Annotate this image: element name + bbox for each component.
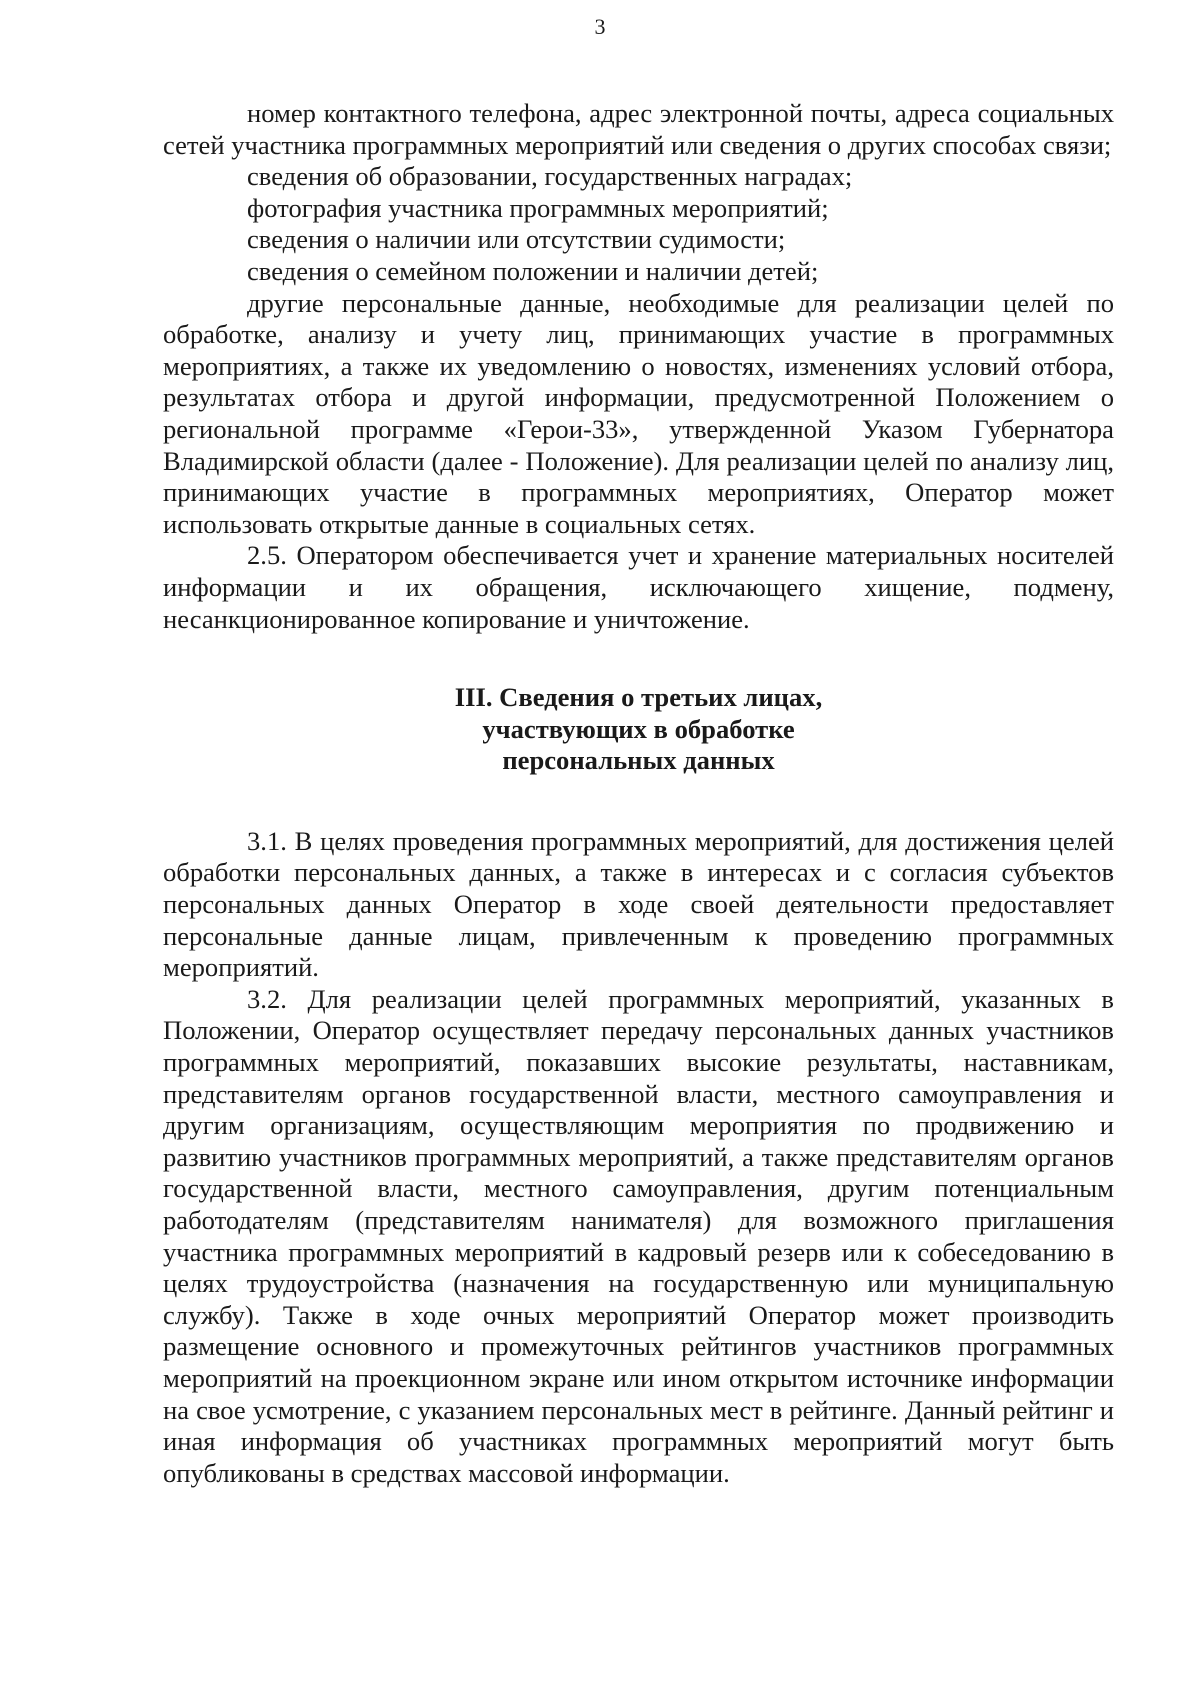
paragraph-3-1: 3.1. В целях проведения программных мероприятий, для достижения целей обработки персональных данных, а также в интересах и с согласия субъектов персональных данных Оператор в ходе своей деятельности предоставляет персональные данные лицам, привлеченным к проведению программных мероприятий. xyxy=(163,825,1114,983)
paragraph-3-2: 3.2. Для реализации целей программных мероприятий, указанных в Положении, Оператор осуществляет передачу персональных данных участников программных мероприятий, показавших высокие результаты, наставникам, представителям органов государственной власти, местного самоуправления и другим организациям, осуществляющим мероприятия по продвижению и развитию участников программных мероприятий, а также представителям органов государственной власти, местного самоуправления, другим потенциальным работодателям (представителям нанимателя) для возможного приглашения участника программных мероприятий в кадровый резерв или к собеседованию в целях трудоустройства (назначения на государственную или муниципальную службу). Также в ходе очных мероприятий Оператор может производить размещение основного и промежуточных рейтингов участников программных мероприятий на проекционном экране или ином открытом источнике информации на свое усмотрение, с указанием персональных мест в рейтинге. Данный рейтинг и иная информация об участниках программных мероприятий могут быть опубликованы в средствах массовой информации. xyxy=(163,983,1114,1488)
paragraph-contact-info: номер контактного телефона, адрес электронной почты, адреса социальных сетей участника программных мероприятий или сведения о других способах связи; xyxy=(163,98,1114,160)
section-heading-line3: персональных данных xyxy=(502,745,775,776)
paragraph-2-5: 2.5. Оператором обеспечивается учет и хранение материальных носителей информации и их обращения, исключающего хищение, подмену, несанкционированное копирование и уничтожение. xyxy=(163,540,1114,634)
paragraph-other-data: другие персональные данные, необходимые для реализации целей по обработке, анализу и учету лиц, принимающих участие в программных мероприятиях, а также их уведомлению о новостях, изменениях условий отбора, результатах отбора и другой информации, предусмотренной Положением о региональной программе «Герои-33», утвержденной Указом Губернатора Владимирской области (далее - Положение). Для реализации целей по анализу лиц, принимающих участие в программных мероприятиях, Оператор может использовать открытые данные в социальных сетях. xyxy=(163,287,1114,539)
paragraph-photo: фотография участника программных мероприятий; xyxy=(247,192,829,223)
document-body xyxy=(163,98,1114,1489)
section-heading-line2: участвующих в обработке xyxy=(482,713,795,744)
paragraph-education: сведения об образовании, государственных наградах; xyxy=(247,161,853,192)
section-heading-line1: III. Сведения о третьих лицах, xyxy=(454,682,823,713)
page-number: 3 xyxy=(594,14,606,39)
section-heading xyxy=(163,682,1114,777)
paragraph-family-status: сведения о семейном положении и наличии детей; xyxy=(247,255,819,286)
paragraph-criminal-record: сведения о наличии или отсутствии судимости; xyxy=(247,224,786,255)
